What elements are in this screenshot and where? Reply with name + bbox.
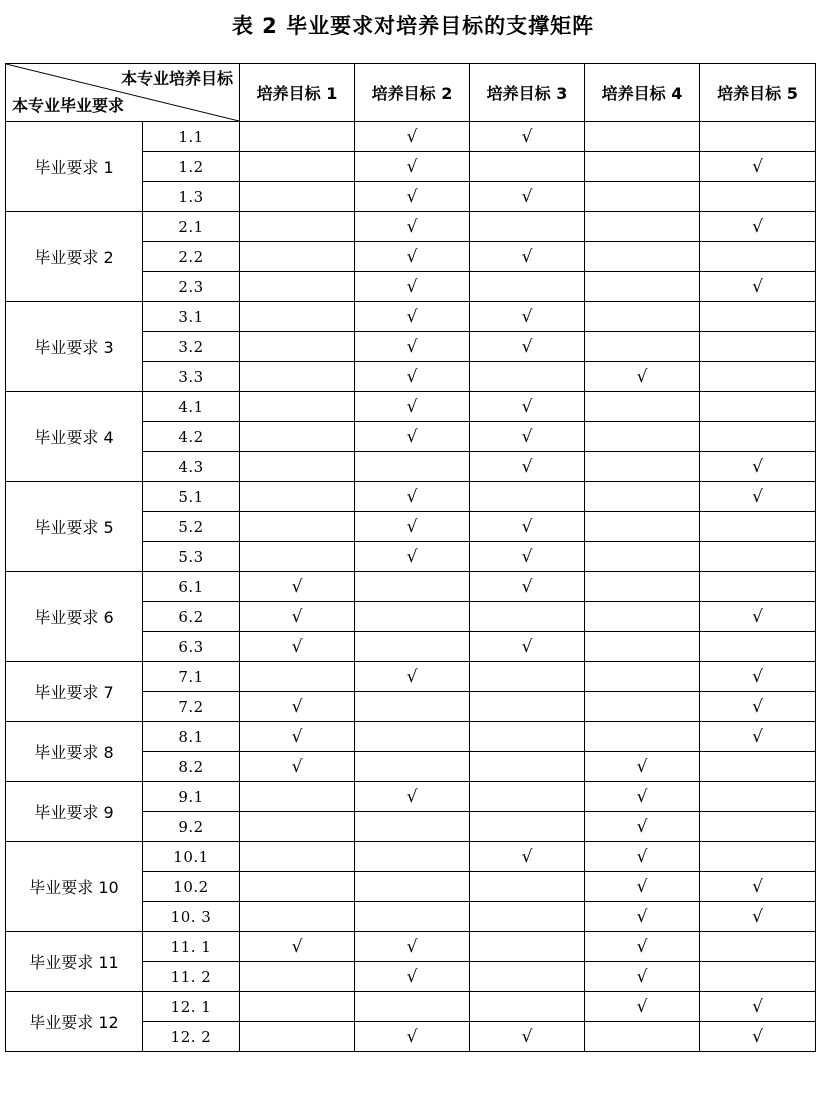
sub-requirement-id: 3.2	[143, 332, 240, 362]
support-matrix-table	[5, 63, 816, 1052]
support-cell	[700, 632, 816, 662]
goal-header-1: 培养目标 1	[240, 64, 355, 122]
support-cell	[240, 482, 355, 512]
support-cell	[700, 182, 816, 212]
support-cell	[240, 122, 355, 152]
support-cell	[240, 182, 355, 212]
support-cell	[585, 542, 700, 572]
table-row	[6, 722, 816, 752]
support-cell	[585, 182, 700, 212]
support-cell	[470, 602, 585, 632]
check-mark: √	[700, 992, 816, 1022]
sub-requirement-id: 10.1	[143, 842, 240, 872]
support-cell	[585, 632, 700, 662]
header-row	[6, 64, 816, 122]
check-mark: √	[700, 602, 816, 632]
support-cell	[585, 722, 700, 752]
support-cell	[355, 902, 470, 932]
support-cell	[240, 212, 355, 242]
support-cell	[240, 332, 355, 362]
sub-requirement-id: 9.1	[143, 782, 240, 812]
support-cell	[240, 662, 355, 692]
sub-requirement-id: 4.2	[143, 422, 240, 452]
check-mark: √	[470, 1022, 585, 1052]
support-cell	[240, 1022, 355, 1052]
check-mark: √	[355, 152, 470, 182]
sub-requirement-id: 8.2	[143, 752, 240, 782]
check-mark: √	[355, 422, 470, 452]
sub-requirement-id: 1.3	[143, 182, 240, 212]
support-cell	[470, 872, 585, 902]
support-cell	[240, 422, 355, 452]
sub-requirement-id: 6.3	[143, 632, 240, 662]
support-cell	[585, 452, 700, 482]
goal-header-4: 培养目标 4	[585, 64, 700, 122]
check-mark: √	[585, 992, 700, 1022]
check-mark: √	[240, 632, 355, 662]
support-cell	[240, 152, 355, 182]
check-mark: √	[700, 212, 816, 242]
sub-requirement-id: 11. 1	[143, 932, 240, 962]
check-mark: √	[240, 692, 355, 722]
check-mark: √	[700, 692, 816, 722]
table-row	[6, 122, 816, 152]
check-mark: √	[240, 572, 355, 602]
support-cell	[470, 482, 585, 512]
requirement-label: 毕业要求 12	[6, 992, 143, 1052]
support-cell	[585, 572, 700, 602]
corner-goal-label: 本专业培养目标	[120, 69, 233, 88]
goal-header-2: 培养目标 2	[355, 64, 470, 122]
support-cell	[585, 482, 700, 512]
support-cell	[240, 512, 355, 542]
table-row	[6, 662, 816, 692]
support-cell	[585, 332, 700, 362]
table-row	[6, 992, 816, 1022]
sub-requirement-id: 4.1	[143, 392, 240, 422]
goal-header-3: 培养目标 3	[470, 64, 585, 122]
check-mark: √	[355, 212, 470, 242]
check-mark: √	[355, 392, 470, 422]
sub-requirement-id: 10. 3	[143, 902, 240, 932]
check-mark: √	[470, 572, 585, 602]
support-cell	[700, 572, 816, 602]
support-cell	[470, 212, 585, 242]
sub-requirement-id: 7.1	[143, 662, 240, 692]
check-mark: √	[700, 152, 816, 182]
support-cell	[470, 902, 585, 932]
support-cell	[240, 992, 355, 1022]
support-cell	[240, 302, 355, 332]
support-cell	[240, 812, 355, 842]
check-mark: √	[355, 782, 470, 812]
check-mark: √	[355, 332, 470, 362]
requirement-label: 毕业要求 2	[6, 212, 143, 302]
check-mark: √	[355, 542, 470, 572]
support-cell	[240, 242, 355, 272]
support-cell	[585, 662, 700, 692]
check-mark: √	[470, 422, 585, 452]
support-cell	[355, 872, 470, 902]
check-mark: √	[700, 1022, 816, 1052]
sub-requirement-id: 2.3	[143, 272, 240, 302]
sub-requirement-id: 1.2	[143, 152, 240, 182]
support-cell	[700, 122, 816, 152]
check-mark: √	[240, 932, 355, 962]
support-cell	[585, 152, 700, 182]
support-cell	[355, 452, 470, 482]
sub-requirement-id: 10.2	[143, 872, 240, 902]
requirement-label: 毕业要求 7	[6, 662, 143, 722]
support-cell	[585, 602, 700, 632]
corner-header-cell	[6, 64, 240, 122]
support-cell	[240, 872, 355, 902]
check-mark: √	[700, 872, 816, 902]
support-cell	[470, 662, 585, 692]
table-title: 表 2 毕业要求对培养目标的支撑矩阵	[231, 14, 595, 38]
sub-requirement-id: 6.2	[143, 602, 240, 632]
check-mark: √	[355, 512, 470, 542]
support-cell	[585, 212, 700, 242]
sub-requirement-id: 1.1	[143, 122, 240, 152]
table-row	[6, 302, 816, 332]
check-mark: √	[470, 452, 585, 482]
sub-requirement-id: 6.1	[143, 572, 240, 602]
support-cell	[585, 512, 700, 542]
check-mark: √	[240, 722, 355, 752]
matrix-body	[6, 122, 816, 1052]
support-cell	[585, 122, 700, 152]
check-mark: √	[585, 752, 700, 782]
support-cell	[470, 812, 585, 842]
support-cell	[240, 842, 355, 872]
check-mark: √	[470, 542, 585, 572]
sub-requirement-id: 3.3	[143, 362, 240, 392]
support-cell	[700, 542, 816, 572]
support-cell	[240, 392, 355, 422]
support-cell	[470, 272, 585, 302]
check-mark: √	[355, 272, 470, 302]
support-cell	[355, 692, 470, 722]
check-mark: √	[355, 1022, 470, 1052]
support-cell	[470, 752, 585, 782]
support-cell	[470, 782, 585, 812]
check-mark: √	[470, 842, 585, 872]
sub-requirement-id: 8.1	[143, 722, 240, 752]
support-cell	[700, 242, 816, 272]
requirement-label: 毕业要求 6	[6, 572, 143, 662]
support-cell	[700, 962, 816, 992]
support-cell	[700, 422, 816, 452]
check-mark: √	[355, 242, 470, 272]
check-mark: √	[470, 392, 585, 422]
support-cell	[470, 932, 585, 962]
check-mark: √	[585, 902, 700, 932]
requirement-label: 毕业要求 5	[6, 482, 143, 572]
support-cell	[700, 752, 816, 782]
support-cell	[355, 722, 470, 752]
check-mark: √	[700, 452, 816, 482]
check-mark: √	[585, 872, 700, 902]
check-mark: √	[355, 932, 470, 962]
support-cell	[355, 572, 470, 602]
check-mark: √	[700, 482, 816, 512]
check-mark: √	[240, 602, 355, 632]
support-cell	[470, 992, 585, 1022]
support-cell	[470, 722, 585, 752]
check-mark: √	[700, 272, 816, 302]
support-cell	[700, 932, 816, 962]
check-mark: √	[585, 932, 700, 962]
support-cell	[470, 362, 585, 392]
check-mark: √	[470, 332, 585, 362]
requirement-label: 毕业要求 11	[6, 932, 143, 992]
support-cell	[585, 302, 700, 332]
support-cell	[470, 962, 585, 992]
table-row	[6, 782, 816, 812]
sub-requirement-id: 3.1	[143, 302, 240, 332]
check-mark: √	[585, 782, 700, 812]
check-mark: √	[470, 632, 585, 662]
sub-requirement-id: 12. 1	[143, 992, 240, 1022]
check-mark: √	[355, 182, 470, 212]
check-mark: √	[355, 482, 470, 512]
check-mark: √	[585, 812, 700, 842]
sub-requirement-id: 11. 2	[143, 962, 240, 992]
requirement-label: 毕业要求 1	[6, 122, 143, 212]
check-mark: √	[700, 662, 816, 692]
support-cell	[700, 812, 816, 842]
support-cell	[240, 962, 355, 992]
support-cell	[470, 692, 585, 722]
support-cell	[240, 902, 355, 932]
support-cell	[355, 752, 470, 782]
support-cell	[585, 422, 700, 452]
check-mark: √	[355, 122, 470, 152]
check-mark: √	[700, 722, 816, 752]
table-row	[6, 572, 816, 602]
sub-requirement-id: 9.2	[143, 812, 240, 842]
support-cell	[700, 362, 816, 392]
check-mark: √	[585, 362, 700, 392]
sub-requirement-id: 4.3	[143, 452, 240, 482]
support-cell	[240, 272, 355, 302]
check-mark: √	[470, 242, 585, 272]
requirement-label: 毕业要求 9	[6, 782, 143, 842]
support-cell	[470, 152, 585, 182]
check-mark: √	[585, 842, 700, 872]
table-row	[6, 932, 816, 962]
check-mark: √	[470, 512, 585, 542]
support-cell	[585, 692, 700, 722]
check-mark: √	[585, 962, 700, 992]
sub-requirement-id: 5.2	[143, 512, 240, 542]
table-row	[6, 392, 816, 422]
table-row	[6, 482, 816, 512]
corner-requirement-label: 本专业毕业要求	[12, 96, 125, 115]
table-row	[6, 842, 816, 872]
check-mark: √	[470, 302, 585, 332]
check-mark: √	[470, 182, 585, 212]
requirement-label: 毕业要求 10	[6, 842, 143, 932]
support-cell	[240, 452, 355, 482]
sub-requirement-id: 2.1	[143, 212, 240, 242]
support-cell	[700, 392, 816, 422]
sub-requirement-id: 5.3	[143, 542, 240, 572]
check-mark: √	[470, 122, 585, 152]
requirement-label: 毕业要求 8	[6, 722, 143, 782]
support-cell	[585, 392, 700, 422]
sub-requirement-id: 2.2	[143, 242, 240, 272]
check-mark: √	[240, 752, 355, 782]
check-mark: √	[355, 362, 470, 392]
support-cell	[240, 542, 355, 572]
sub-requirement-id: 7.2	[143, 692, 240, 722]
requirement-label: 毕业要求 3	[6, 302, 143, 392]
requirement-label: 毕业要求 4	[6, 392, 143, 482]
support-cell	[700, 512, 816, 542]
check-mark: √	[355, 962, 470, 992]
support-cell	[700, 332, 816, 362]
support-cell	[355, 992, 470, 1022]
support-cell	[355, 632, 470, 662]
support-cell	[355, 812, 470, 842]
support-cell	[700, 842, 816, 872]
sub-requirement-id: 5.1	[143, 482, 240, 512]
table-row	[6, 212, 816, 242]
check-mark: √	[355, 302, 470, 332]
support-cell	[700, 302, 816, 332]
check-mark: √	[700, 902, 816, 932]
support-cell	[240, 782, 355, 812]
support-cell	[355, 842, 470, 872]
check-mark: √	[355, 662, 470, 692]
support-cell	[585, 242, 700, 272]
support-cell	[700, 782, 816, 812]
sub-requirement-id: 12. 2	[143, 1022, 240, 1052]
support-cell	[240, 362, 355, 392]
support-cell	[585, 272, 700, 302]
support-cell	[355, 602, 470, 632]
goal-header-5: 培养目标 5	[700, 64, 816, 122]
support-cell	[585, 1022, 700, 1052]
